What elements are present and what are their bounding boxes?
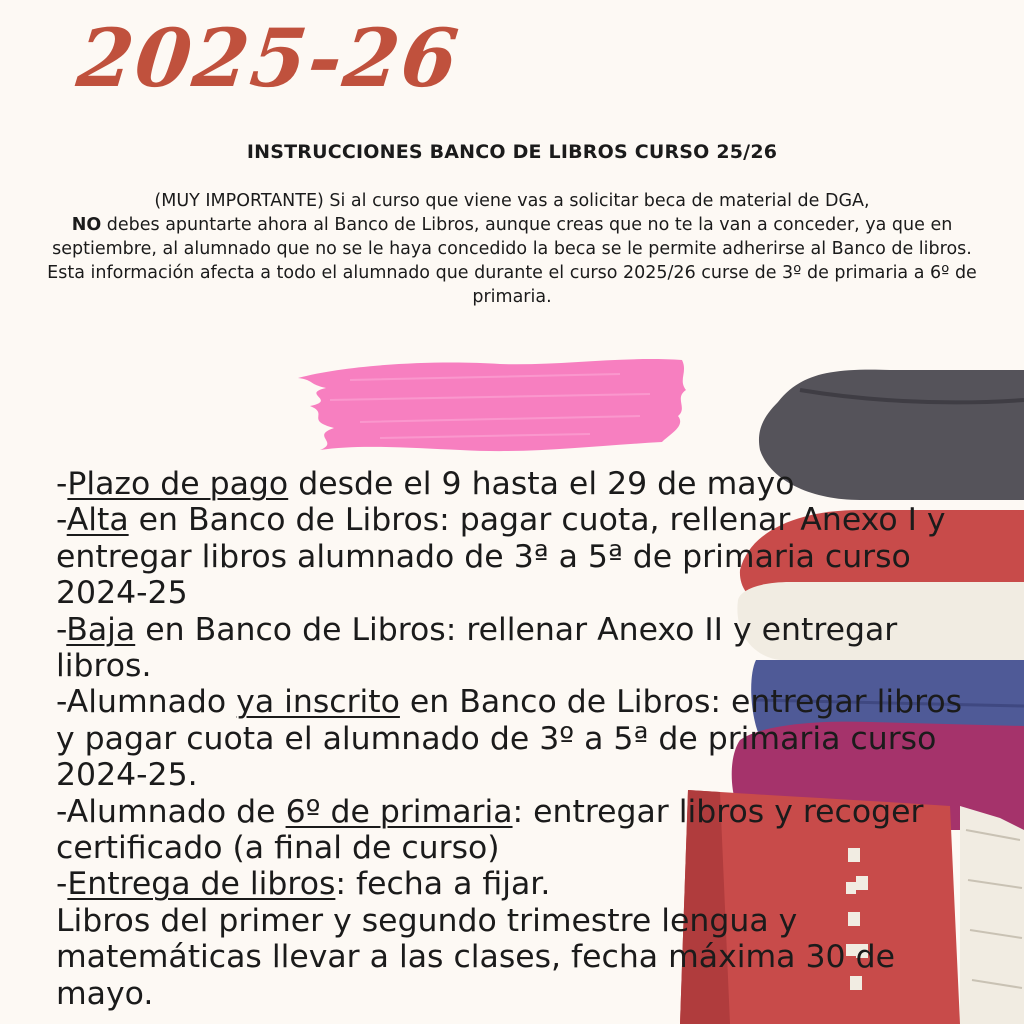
list-item-text: : fecha a fijar. — [335, 866, 551, 903]
list-item-underlined: 6º de primaria — [285, 793, 513, 830]
intro-text-after: debes apuntarte ahora al Banco de Libros, aunque creas que no te la van a conceder, ya que en septiembre, al alumnado que no se le haya concedido la beca se le permite adherirse al Banco de libros. — [52, 215, 972, 259]
list-item-underlined: Alta — [66, 502, 129, 539]
list-item-prefix: -Alumnado de — [56, 793, 286, 830]
list-item-underlined: ya inscrito — [236, 684, 400, 721]
list-item-text: en Banco de Libros: rellenar Anexo II y entregar libros. — [56, 611, 898, 685]
closing-note: Libros del primer y segundo trimestre lengua y matemáticas llevar a las clases, fecha máxima 30 de mayo. — [56, 902, 895, 1012]
intro-bold-no: NO — [71, 215, 102, 235]
intro-notice — [30, 189, 994, 309]
intro-paragraph-1 — [30, 189, 994, 261]
list-item-prefix: -Alumnado — [56, 684, 237, 721]
list-item — [56, 684, 986, 793]
page-title: INSTRUCCIONES BANCO DE LIBROS CURSO 25/26 — [246, 141, 778, 163]
list-item — [56, 466, 986, 502]
list-item — [56, 612, 986, 685]
pink-brush-icon — [290, 350, 690, 460]
list-item-prefix: - — [56, 466, 68, 502]
list-item-underlined: Plazo de pago — [67, 466, 289, 502]
list-item-text: en Banco de Libros: pagar cuota, rellenar Anexo I y entregar libros alumnado de 3ª a 5ª de primaria curso 2024-25 — [56, 502, 946, 612]
list-item-text: : entregar libros y recoger certificado (a final de curso) — [56, 793, 924, 867]
instructions-list — [56, 466, 986, 1012]
list-item — [56, 794, 986, 867]
intro-text-before: (MUY IMPORTANTE) Si al curso que viene vas a solicitar beca de material de DGA, — [154, 191, 870, 211]
list-item-text: desde el 9 hasta el 29 de mayo — [288, 466, 795, 502]
list-item — [56, 866, 986, 902]
year-heading: 2025-26 — [73, 11, 465, 105]
intro-paragraph-2: Esta información afecta a todo el alumnado que durante el curso 2025/26 curse de 3º de primaria a 6º de primaria. — [47, 263, 977, 307]
list-item-underlined: Baja — [66, 611, 136, 648]
list-item-prefix: - — [56, 502, 67, 539]
list-item-prefix: - — [56, 611, 67, 648]
list-item-prefix: - — [56, 866, 68, 903]
list-item — [56, 502, 986, 611]
list-item-text: en Banco de Libros: entregar libros y pagar cuota el alumnado de 3º a 5ª de primaria curso 2024-25. — [56, 684, 963, 794]
list-item-underlined: Entrega de libros — [67, 866, 336, 903]
